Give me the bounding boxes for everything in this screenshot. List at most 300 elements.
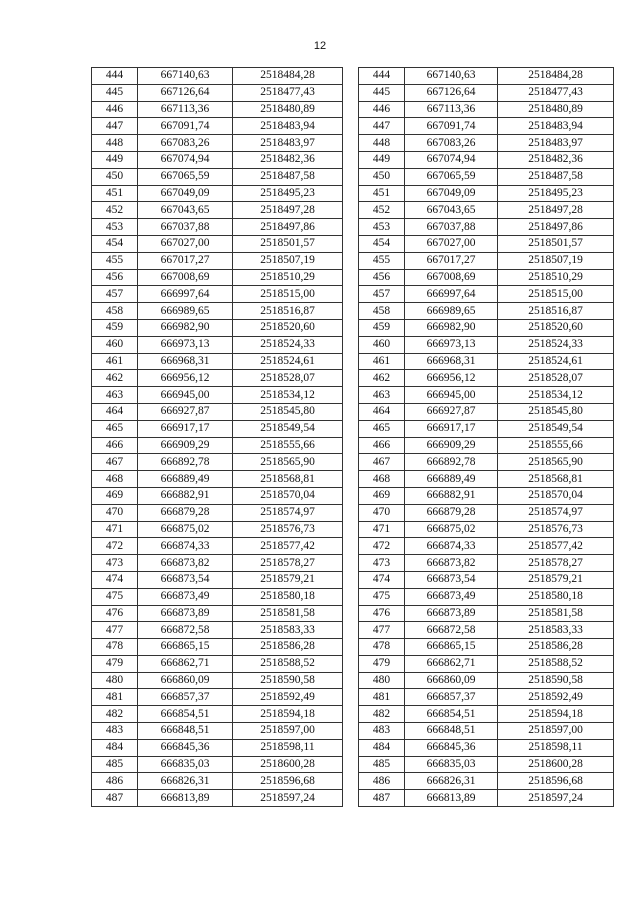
x-coordinate-cell: 667126,64	[405, 84, 498, 101]
table-row	[359, 706, 614, 723]
x-coordinate-cell: 667140,63	[138, 68, 233, 85]
y-coordinate-cell: 2518545,80	[233, 403, 343, 420]
y-coordinate-cell: 2518482,36	[498, 151, 614, 168]
y-coordinate-cell: 2518483,94	[498, 118, 614, 135]
table-row	[359, 588, 614, 605]
x-coordinate-cell: 666873,49	[138, 588, 233, 605]
x-coordinate-cell: 666848,51	[405, 723, 498, 740]
point-number-cell: 448	[359, 135, 405, 152]
y-coordinate-cell: 2518596,68	[498, 773, 614, 790]
point-number-cell: 472	[92, 538, 138, 555]
point-number-cell: 466	[359, 437, 405, 454]
table-row	[359, 555, 614, 572]
y-coordinate-cell: 2518534,12	[233, 387, 343, 404]
y-coordinate-cell: 2518580,18	[233, 588, 343, 605]
point-number-cell: 456	[359, 269, 405, 286]
x-coordinate-cell: 666889,49	[405, 471, 498, 488]
x-coordinate-cell: 667049,09	[405, 185, 498, 202]
table-row	[359, 521, 614, 538]
table-row	[359, 487, 614, 504]
table-row	[92, 571, 343, 588]
table-row	[359, 68, 614, 85]
table-row	[92, 101, 343, 118]
point-number-cell: 454	[359, 235, 405, 252]
point-number-cell: 481	[359, 689, 405, 706]
y-coordinate-cell: 2518568,81	[233, 471, 343, 488]
point-number-cell: 449	[359, 151, 405, 168]
x-coordinate-cell: 667037,88	[138, 219, 233, 236]
coordinates-table-right	[358, 67, 614, 807]
x-coordinate-cell: 667083,26	[405, 135, 498, 152]
x-coordinate-cell: 667083,26	[138, 135, 233, 152]
y-coordinate-cell: 2518576,73	[233, 521, 343, 538]
table-row	[92, 202, 343, 219]
point-number-cell: 445	[359, 84, 405, 101]
y-coordinate-cell: 2518577,42	[233, 538, 343, 555]
y-coordinate-cell: 2518510,29	[233, 269, 343, 286]
point-number-cell: 459	[92, 319, 138, 336]
x-coordinate-cell: 666973,13	[405, 336, 498, 353]
point-number-cell: 479	[92, 655, 138, 672]
x-coordinate-cell: 666865,15	[405, 639, 498, 656]
point-number-cell: 446	[359, 101, 405, 118]
table-row	[359, 387, 614, 404]
y-coordinate-cell: 2518484,28	[233, 68, 343, 85]
table-row	[92, 555, 343, 572]
x-coordinate-cell: 666857,37	[138, 689, 233, 706]
table-row	[359, 723, 614, 740]
table-row	[92, 504, 343, 521]
y-coordinate-cell: 2518555,66	[498, 437, 614, 454]
point-number-cell: 467	[359, 454, 405, 471]
x-coordinate-cell: 666956,12	[405, 370, 498, 387]
point-number-cell: 455	[359, 252, 405, 269]
x-coordinate-cell: 667027,00	[138, 235, 233, 252]
point-number-cell: 482	[359, 706, 405, 723]
y-coordinate-cell: 2518577,42	[498, 538, 614, 555]
point-number-cell: 474	[92, 571, 138, 588]
table-row	[92, 252, 343, 269]
x-coordinate-cell: 666882,91	[405, 487, 498, 504]
table-row	[92, 672, 343, 689]
point-number-cell: 448	[92, 135, 138, 152]
x-coordinate-cell: 666892,78	[138, 454, 233, 471]
x-coordinate-cell: 666813,89	[138, 790, 233, 807]
y-coordinate-cell: 2518482,36	[233, 151, 343, 168]
point-number-cell: 471	[359, 521, 405, 538]
y-coordinate-cell: 2518597,00	[498, 723, 614, 740]
point-number-cell: 458	[92, 303, 138, 320]
x-coordinate-cell: 666835,03	[138, 756, 233, 773]
y-coordinate-cell: 2518480,89	[498, 101, 614, 118]
y-coordinate-cell: 2518597,24	[233, 790, 343, 807]
y-coordinate-cell: 2518576,73	[498, 521, 614, 538]
y-coordinate-cell: 2518507,19	[498, 252, 614, 269]
table-row	[92, 622, 343, 639]
table-row	[359, 504, 614, 521]
x-coordinate-cell: 666968,31	[138, 353, 233, 370]
table-row	[359, 286, 614, 303]
table-row	[359, 756, 614, 773]
x-coordinate-cell: 666956,12	[138, 370, 233, 387]
y-coordinate-cell: 2518483,97	[498, 135, 614, 152]
table-row	[92, 387, 343, 404]
point-number-cell: 461	[92, 353, 138, 370]
y-coordinate-cell: 2518524,33	[233, 336, 343, 353]
table-row	[359, 303, 614, 320]
point-number-cell: 483	[92, 723, 138, 740]
point-number-cell: 486	[92, 773, 138, 790]
y-coordinate-cell: 2518565,90	[233, 454, 343, 471]
x-coordinate-cell: 666973,13	[138, 336, 233, 353]
point-number-cell: 482	[92, 706, 138, 723]
table-row	[359, 185, 614, 202]
point-number-cell: 462	[359, 370, 405, 387]
x-coordinate-cell: 666854,51	[138, 706, 233, 723]
y-coordinate-cell: 2518510,29	[498, 269, 614, 286]
table-row	[92, 185, 343, 202]
y-coordinate-cell: 2518495,23	[498, 185, 614, 202]
point-number-cell: 459	[359, 319, 405, 336]
y-coordinate-cell: 2518549,54	[233, 420, 343, 437]
y-coordinate-cell: 2518487,58	[498, 168, 614, 185]
table-row	[92, 588, 343, 605]
x-coordinate-cell: 666945,00	[138, 387, 233, 404]
point-number-cell: 457	[92, 286, 138, 303]
table-row	[359, 622, 614, 639]
x-coordinate-cell: 666909,29	[138, 437, 233, 454]
y-coordinate-cell: 2518597,00	[233, 723, 343, 740]
x-coordinate-cell: 667037,88	[405, 219, 498, 236]
table-row	[359, 790, 614, 807]
y-coordinate-cell: 2518507,19	[233, 252, 343, 269]
x-coordinate-cell: 666874,33	[138, 538, 233, 555]
table-row	[92, 370, 343, 387]
x-coordinate-cell: 666873,82	[138, 555, 233, 572]
x-coordinate-cell: 666826,31	[405, 773, 498, 790]
x-coordinate-cell: 666857,37	[405, 689, 498, 706]
x-coordinate-cell: 667113,36	[405, 101, 498, 118]
point-number-cell: 455	[92, 252, 138, 269]
y-coordinate-cell: 2518520,60	[498, 319, 614, 336]
y-coordinate-cell: 2518524,61	[233, 353, 343, 370]
x-coordinate-cell: 667017,27	[138, 252, 233, 269]
x-coordinate-cell: 666879,28	[405, 504, 498, 521]
x-coordinate-cell: 667043,65	[138, 202, 233, 219]
x-coordinate-cell: 666997,64	[138, 286, 233, 303]
table-row	[359, 420, 614, 437]
point-number-cell: 481	[92, 689, 138, 706]
point-number-cell: 466	[92, 437, 138, 454]
y-coordinate-cell: 2518570,04	[233, 487, 343, 504]
table-row	[92, 168, 343, 185]
x-coordinate-cell: 666875,02	[138, 521, 233, 538]
y-coordinate-cell: 2518524,61	[498, 353, 614, 370]
point-number-cell: 471	[92, 521, 138, 538]
y-coordinate-cell: 2518549,54	[498, 420, 614, 437]
table-row	[359, 639, 614, 656]
point-number-cell: 464	[92, 403, 138, 420]
y-coordinate-cell: 2518579,21	[233, 571, 343, 588]
y-coordinate-cell: 2518581,58	[498, 605, 614, 622]
table-row	[92, 403, 343, 420]
y-coordinate-cell: 2518583,33	[233, 622, 343, 639]
y-coordinate-cell: 2518568,81	[498, 471, 614, 488]
y-coordinate-cell: 2518501,57	[233, 235, 343, 252]
table-row	[359, 471, 614, 488]
table-row	[359, 370, 614, 387]
point-number-cell: 465	[359, 420, 405, 437]
point-number-cell: 475	[359, 588, 405, 605]
table-row	[359, 689, 614, 706]
y-coordinate-cell: 2518590,58	[233, 672, 343, 689]
point-number-cell: 460	[92, 336, 138, 353]
point-number-cell: 464	[359, 403, 405, 420]
point-number-cell: 444	[92, 68, 138, 85]
x-coordinate-cell: 666865,15	[138, 639, 233, 656]
x-coordinate-cell: 667065,59	[138, 168, 233, 185]
y-coordinate-cell: 2518534,12	[498, 387, 614, 404]
point-number-cell: 477	[92, 622, 138, 639]
point-number-cell: 453	[359, 219, 405, 236]
x-coordinate-cell: 666997,64	[405, 286, 498, 303]
table-row	[92, 538, 343, 555]
y-coordinate-cell: 2518578,27	[233, 555, 343, 572]
x-coordinate-cell: 667140,63	[405, 68, 498, 85]
x-coordinate-cell: 666882,91	[138, 487, 233, 504]
point-number-cell: 484	[92, 739, 138, 756]
point-number-cell: 468	[359, 471, 405, 488]
point-number-cell: 485	[359, 756, 405, 773]
y-coordinate-cell: 2518594,18	[233, 706, 343, 723]
x-coordinate-cell: 666862,71	[138, 655, 233, 672]
y-coordinate-cell: 2518480,89	[233, 101, 343, 118]
table-row	[359, 168, 614, 185]
y-coordinate-cell: 2518586,28	[233, 639, 343, 656]
table-row	[359, 269, 614, 286]
x-coordinate-cell: 666874,33	[405, 538, 498, 555]
table-row	[359, 571, 614, 588]
y-coordinate-cell: 2518596,68	[233, 773, 343, 790]
x-coordinate-cell: 666879,28	[138, 504, 233, 521]
point-number-cell: 479	[359, 655, 405, 672]
x-coordinate-cell: 666982,90	[138, 319, 233, 336]
table-row	[92, 420, 343, 437]
table-row	[359, 454, 614, 471]
x-coordinate-cell: 666873,49	[405, 588, 498, 605]
page-number: 12	[313, 40, 327, 52]
y-coordinate-cell: 2518574,97	[233, 504, 343, 521]
y-coordinate-cell: 2518515,00	[498, 286, 614, 303]
table-row	[359, 219, 614, 236]
table-row	[92, 723, 343, 740]
point-number-cell: 449	[92, 151, 138, 168]
y-coordinate-cell: 2518477,43	[233, 84, 343, 101]
table-row	[92, 319, 343, 336]
y-coordinate-cell: 2518515,00	[233, 286, 343, 303]
y-coordinate-cell: 2518477,43	[498, 84, 614, 101]
table-row	[359, 101, 614, 118]
point-number-cell: 475	[92, 588, 138, 605]
x-coordinate-cell: 667008,69	[138, 269, 233, 286]
y-coordinate-cell: 2518483,97	[233, 135, 343, 152]
table-row	[92, 773, 343, 790]
y-coordinate-cell: 2518583,33	[498, 622, 614, 639]
table-row	[359, 135, 614, 152]
x-coordinate-cell: 666873,54	[405, 571, 498, 588]
y-coordinate-cell: 2518600,28	[498, 756, 614, 773]
point-number-cell: 476	[359, 605, 405, 622]
point-number-cell: 452	[92, 202, 138, 219]
table-row	[359, 437, 614, 454]
point-number-cell: 460	[359, 336, 405, 353]
table-row	[92, 655, 343, 672]
point-number-cell: 478	[92, 639, 138, 656]
x-coordinate-cell: 666982,90	[405, 319, 498, 336]
table-row	[92, 521, 343, 538]
point-number-cell: 484	[359, 739, 405, 756]
y-coordinate-cell: 2518570,04	[498, 487, 614, 504]
y-coordinate-cell: 2518586,28	[498, 639, 614, 656]
y-coordinate-cell: 2518588,52	[498, 655, 614, 672]
point-number-cell: 457	[359, 286, 405, 303]
table-row	[359, 151, 614, 168]
x-coordinate-cell: 666989,65	[405, 303, 498, 320]
table-row	[359, 118, 614, 135]
x-coordinate-cell: 667043,65	[405, 202, 498, 219]
y-coordinate-cell: 2518600,28	[233, 756, 343, 773]
point-number-cell: 487	[92, 790, 138, 807]
point-number-cell: 478	[359, 639, 405, 656]
point-number-cell: 445	[92, 84, 138, 101]
table-row	[92, 706, 343, 723]
table-row	[92, 689, 343, 706]
x-coordinate-cell: 666848,51	[138, 723, 233, 740]
x-coordinate-cell: 667091,74	[138, 118, 233, 135]
x-coordinate-cell: 666873,89	[405, 605, 498, 622]
point-number-cell: 447	[359, 118, 405, 135]
x-coordinate-cell: 666860,09	[405, 672, 498, 689]
y-coordinate-cell: 2518588,52	[233, 655, 343, 672]
point-number-cell: 480	[359, 672, 405, 689]
point-number-cell: 472	[359, 538, 405, 555]
table-row	[92, 790, 343, 807]
point-number-cell: 450	[359, 168, 405, 185]
point-number-cell: 468	[92, 471, 138, 488]
x-coordinate-cell: 666917,17	[138, 420, 233, 437]
y-coordinate-cell: 2518565,90	[498, 454, 614, 471]
x-coordinate-cell: 666826,31	[138, 773, 233, 790]
x-coordinate-cell: 667065,59	[405, 168, 498, 185]
x-coordinate-cell: 666909,29	[405, 437, 498, 454]
y-coordinate-cell: 2518574,97	[498, 504, 614, 521]
table-row	[359, 655, 614, 672]
table-row	[359, 773, 614, 790]
point-number-cell: 473	[92, 555, 138, 572]
point-number-cell: 487	[359, 790, 405, 807]
y-coordinate-cell: 2518598,11	[233, 739, 343, 756]
y-coordinate-cell: 2518495,23	[233, 185, 343, 202]
table-row	[92, 84, 343, 101]
point-number-cell: 451	[92, 185, 138, 202]
point-number-cell: 453	[92, 219, 138, 236]
x-coordinate-cell: 667091,74	[405, 118, 498, 135]
y-coordinate-cell: 2518484,28	[498, 68, 614, 85]
x-coordinate-cell: 667113,36	[138, 101, 233, 118]
table-row	[359, 538, 614, 555]
y-coordinate-cell: 2518592,49	[498, 689, 614, 706]
table-row	[359, 202, 614, 219]
x-coordinate-cell: 666927,87	[138, 403, 233, 420]
y-coordinate-cell: 2518516,87	[498, 303, 614, 320]
y-coordinate-cell: 2518545,80	[498, 403, 614, 420]
point-number-cell: 485	[92, 756, 138, 773]
point-number-cell: 450	[92, 168, 138, 185]
table-row	[359, 336, 614, 353]
table-row	[359, 353, 614, 370]
y-coordinate-cell: 2518555,66	[233, 437, 343, 454]
y-coordinate-cell: 2518516,87	[233, 303, 343, 320]
table-row	[92, 454, 343, 471]
x-coordinate-cell: 666845,36	[138, 739, 233, 756]
table-row	[92, 487, 343, 504]
y-coordinate-cell: 2518597,24	[498, 790, 614, 807]
y-coordinate-cell: 2518497,86	[233, 219, 343, 236]
table-row	[359, 403, 614, 420]
point-number-cell: 470	[359, 504, 405, 521]
point-number-cell: 467	[92, 454, 138, 471]
table-row	[92, 118, 343, 135]
table-row	[92, 639, 343, 656]
point-number-cell: 469	[359, 487, 405, 504]
table-row	[359, 739, 614, 756]
table-row	[92, 303, 343, 320]
table-row	[92, 235, 343, 252]
x-coordinate-cell: 666835,03	[405, 756, 498, 773]
x-coordinate-cell: 666872,58	[405, 622, 498, 639]
table-row	[92, 739, 343, 756]
x-coordinate-cell: 666989,65	[138, 303, 233, 320]
table-row	[92, 151, 343, 168]
table-row	[92, 135, 343, 152]
point-number-cell: 447	[92, 118, 138, 135]
point-number-cell: 446	[92, 101, 138, 118]
point-number-cell: 474	[359, 571, 405, 588]
table-row	[359, 235, 614, 252]
table-row	[359, 605, 614, 622]
point-number-cell: 456	[92, 269, 138, 286]
table-row	[359, 252, 614, 269]
table-row	[92, 269, 343, 286]
y-coordinate-cell: 2518497,86	[498, 219, 614, 236]
x-coordinate-cell: 667008,69	[405, 269, 498, 286]
x-coordinate-cell: 666873,89	[138, 605, 233, 622]
y-coordinate-cell: 2518528,07	[233, 370, 343, 387]
y-coordinate-cell: 2518594,18	[498, 706, 614, 723]
point-number-cell: 465	[92, 420, 138, 437]
table-row	[92, 219, 343, 236]
x-coordinate-cell: 667074,94	[138, 151, 233, 168]
point-number-cell: 463	[92, 387, 138, 404]
y-coordinate-cell: 2518520,60	[233, 319, 343, 336]
x-coordinate-cell: 667049,09	[138, 185, 233, 202]
y-coordinate-cell: 2518579,21	[498, 571, 614, 588]
y-coordinate-cell: 2518487,58	[233, 168, 343, 185]
y-coordinate-cell: 2518592,49	[233, 689, 343, 706]
point-number-cell: 480	[92, 672, 138, 689]
y-coordinate-cell: 2518598,11	[498, 739, 614, 756]
point-number-cell: 454	[92, 235, 138, 252]
